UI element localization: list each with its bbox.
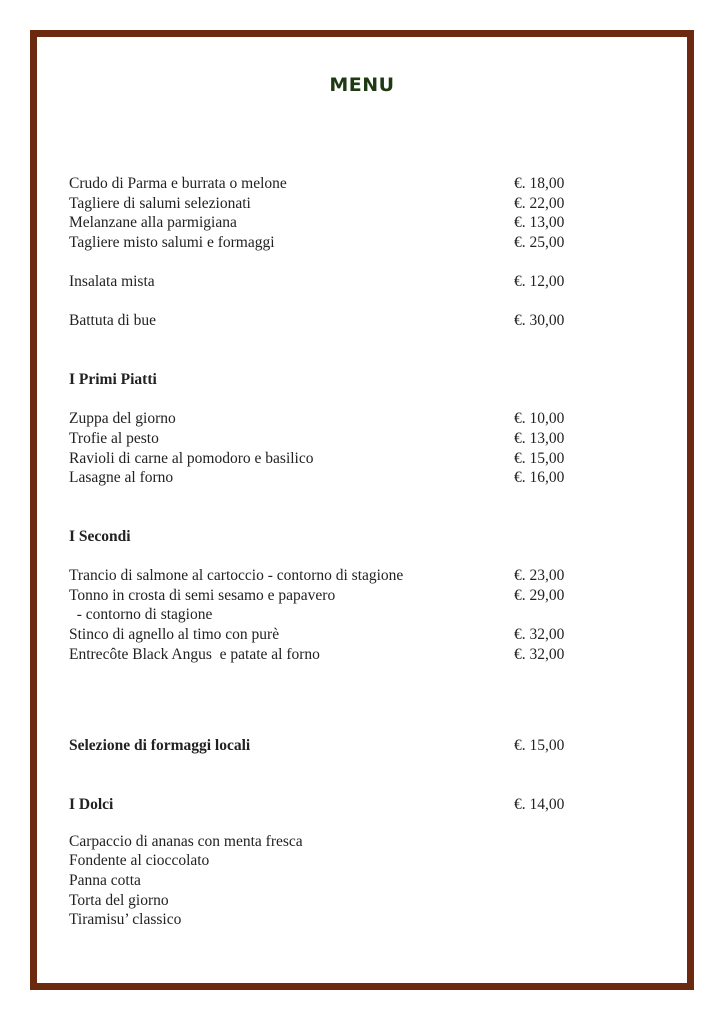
section-heading-secondi bbox=[69, 527, 589, 547]
item-name: Tagliere di salumi selezionati bbox=[69, 195, 251, 212]
menu-item bbox=[69, 174, 589, 194]
item-price: €. 22,00 bbox=[514, 195, 565, 212]
menu-item bbox=[69, 891, 589, 911]
item-price: €. 15,00 bbox=[514, 450, 565, 467]
item-price: €. 32,00 bbox=[514, 626, 565, 643]
menu-item bbox=[69, 233, 589, 253]
heading-text: Selezione di formaggi locali bbox=[69, 737, 251, 754]
menu-item bbox=[69, 272, 589, 292]
item-name: Trancio di salmone al cartoccio - contorno di stagione bbox=[69, 567, 404, 584]
item-price: €. 25,00 bbox=[514, 234, 565, 251]
menu-item bbox=[69, 586, 589, 606]
item-name: Carpaccio di ananas con menta fresca bbox=[69, 833, 303, 850]
item-name: Fondente al cioccolato bbox=[69, 852, 210, 869]
item-price: €. 18,00 bbox=[514, 175, 565, 192]
menu-item-note bbox=[69, 605, 589, 625]
item-price: €. 23,00 bbox=[514, 567, 565, 584]
item-price: €. 16,00 bbox=[514, 469, 565, 486]
item-price: €. 14,00 bbox=[514, 796, 565, 813]
item-name: Stinco di agnello al timo con purè bbox=[69, 626, 280, 643]
menu-item bbox=[69, 625, 589, 645]
heading-text: I Secondi bbox=[69, 528, 131, 545]
menu-title: MENU bbox=[329, 74, 395, 96]
menu-item bbox=[69, 871, 589, 891]
item-price: €. 13,00 bbox=[514, 214, 565, 231]
item-price: €. 13,00 bbox=[514, 430, 565, 447]
section-heading-dolci bbox=[69, 795, 589, 815]
menu-item bbox=[69, 429, 589, 449]
menu-item bbox=[69, 213, 589, 233]
item-name: Panna cotta bbox=[69, 872, 141, 889]
item-name: Lasagne al forno bbox=[69, 469, 174, 486]
item-name: Insalata mista bbox=[69, 273, 155, 290]
item-price: €. 12,00 bbox=[514, 273, 565, 290]
item-name: Torta del giorno bbox=[69, 892, 169, 909]
item-name: Trofie al pesto bbox=[69, 430, 159, 447]
item-name: Ravioli di carne al pomodoro e basilico bbox=[69, 450, 314, 467]
menu-item bbox=[69, 566, 589, 586]
item-note: - contorno di stagione bbox=[69, 606, 213, 623]
item-name: Tonno in crosta di semi sesamo e papavero bbox=[69, 587, 336, 604]
section-heading-formaggi bbox=[69, 736, 589, 756]
menu-item bbox=[69, 851, 589, 871]
heading-text: I Primi Piatti bbox=[69, 371, 157, 388]
item-price: €. 10,00 bbox=[514, 410, 565, 427]
heading-text: I Dolci bbox=[69, 796, 114, 813]
item-name: Melanzane alla parmigiana bbox=[69, 214, 237, 231]
menu-item bbox=[69, 409, 589, 429]
item-name: Crudo di Parma e burrata o melone bbox=[69, 175, 287, 192]
item-price: €. 29,00 bbox=[514, 587, 565, 604]
section-heading-primi bbox=[69, 370, 589, 390]
item-name: Battuta di bue bbox=[69, 312, 156, 329]
menu-item bbox=[69, 832, 589, 852]
menu-item bbox=[69, 311, 589, 331]
item-price: €. 30,00 bbox=[514, 312, 565, 329]
item-price: €. 32,00 bbox=[514, 646, 565, 663]
item-name: Tagliere misto salumi e formaggi bbox=[69, 234, 275, 251]
menu-item bbox=[69, 194, 589, 214]
menu-item bbox=[69, 449, 589, 469]
menu-item bbox=[69, 910, 589, 930]
menu-item bbox=[69, 645, 589, 665]
item-name: Tiramisu’ classico bbox=[69, 911, 182, 928]
item-price: €. 15,00 bbox=[514, 737, 565, 754]
menu-item bbox=[69, 468, 589, 488]
item-name: Entrecôte Black Angus e patate al forno bbox=[69, 646, 320, 663]
item-name: Zuppa del giorno bbox=[69, 410, 176, 427]
